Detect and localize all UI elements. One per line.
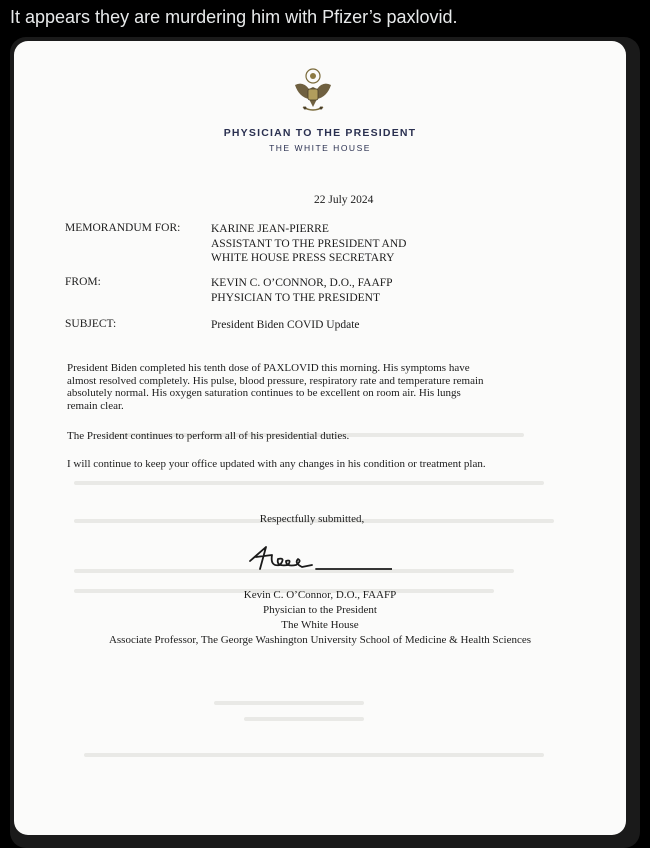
memo-paragraph-3: I will continue to keep your office updated with any changes in his condition or treatment plan. [67, 458, 486, 470]
signer-name: Kevin C. O’Connor, D.O., FAAFP [243, 589, 397, 601]
letterhead-subtitle: THE WHITE HOUSE [269, 143, 371, 153]
paragraph-line: President Biden completed his tenth dose of PAXLOVID this morning. His symptoms have [67, 362, 470, 374]
from-label: FROM: [65, 276, 101, 288]
memo-for-line: KARINE JEAN-PIERRE [211, 223, 329, 235]
handwritten-signature [242, 539, 392, 579]
signer-affiliation: Associate Professor, The George Washington University School of Medicine & Health Sciences [108, 634, 532, 646]
memo-for-line: ASSISTANT TO THE PRESIDENT AND [211, 237, 407, 250]
bleed-through-mark [214, 701, 364, 705]
paragraph-line: absolutely normal. His oxygen saturation continues to be excellent on room air. His lungs [67, 387, 461, 399]
presidential-seal-icon [291, 67, 335, 115]
paragraph-line: almost resolved completely. His pulse, blood pressure, respiratory rate and temperature remain [67, 374, 484, 387]
from-value [211, 276, 393, 305]
memo-for-label: MEMORANDUM FOR: [65, 222, 181, 234]
letterhead-title: PHYSICIAN TO THE PRESIDENT [223, 127, 417, 139]
from-line: KEVIN C. O’CONNOR, D.O., FAAFP [211, 277, 393, 289]
memo-date: 22 July 2024 [314, 194, 374, 206]
bleed-through-mark [244, 717, 364, 721]
bleed-through-mark [74, 481, 544, 485]
signer-office: The White House [281, 619, 359, 631]
memo-for-recipient [211, 222, 406, 266]
memo-document-image[interactable] [14, 41, 626, 835]
signer-title: Physician to the President [263, 604, 377, 616]
subject-value: President Biden COVID Update [211, 319, 360, 331]
subject-label: SUBJECT: [65, 318, 117, 330]
from-line: PHYSICIAN TO THE PRESIDENT [211, 291, 381, 304]
tweet-text: It appears they are murdering him with Pfizer’s paxlovid. [10, 7, 458, 27]
memo-paragraph-2: The President continues to perform all of his presidential duties. [67, 430, 350, 442]
memo-for-line: WHITE HOUSE PRESS SECRETARY [211, 252, 395, 264]
memo-paragraph-1 [67, 362, 547, 412]
bleed-through-mark [84, 753, 544, 757]
closing-text: Respectfully submitted, [259, 513, 365, 525]
paragraph-line: remain clear. [67, 399, 124, 412]
